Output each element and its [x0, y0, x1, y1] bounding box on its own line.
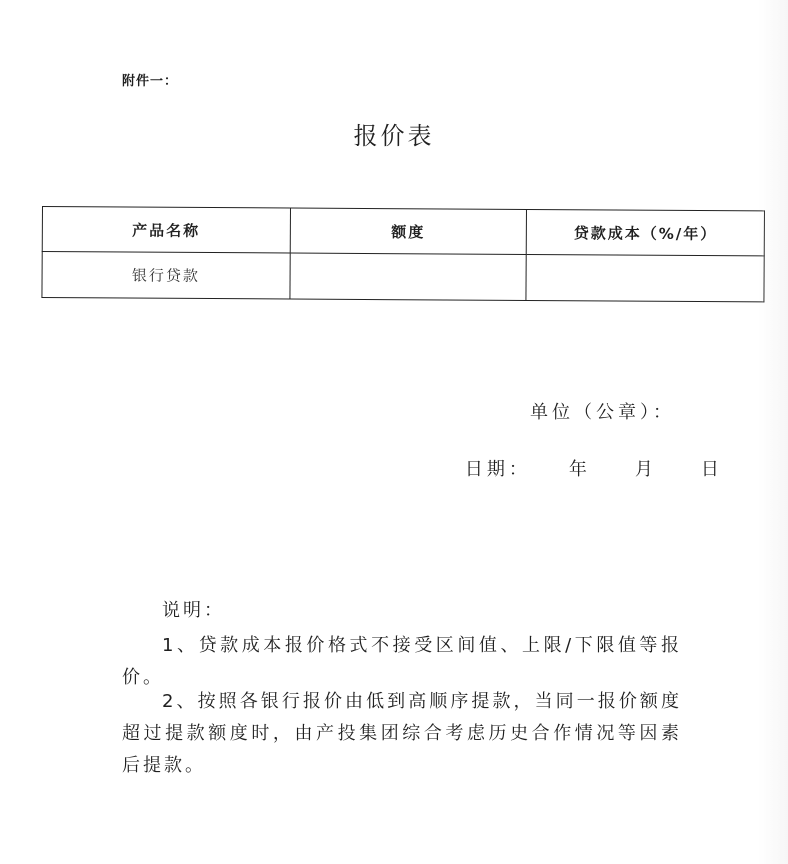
attachment-label: 附件一：: [122, 74, 179, 89]
note-item-2: 2、按照各银行报价由低到高顺序提款，当同一报价额度超过提款额度时，由产投集团综合考虑历史合作情况等因素后提款。: [122, 691, 682, 776]
header-product-name: 产品名称: [42, 207, 290, 254]
note-item-1: 1、贷款成本报价格式不接受区间值、上限/下限值等报价。: [122, 635, 682, 688]
unit-seal-label: 单位（公章）：: [530, 402, 675, 423]
header-loan-cost: 贷款成本（%/年）: [527, 209, 765, 255]
table-header-row: [42, 207, 764, 256]
table-row: [42, 252, 764, 302]
page-title: 报价表: [353, 122, 435, 150]
day-label: 日: [700, 459, 723, 480]
cell-amount: [290, 253, 527, 300]
scan-shadow: [758, 0, 788, 864]
month-label: 月: [634, 459, 657, 480]
header-amount: 额度: [290, 208, 527, 254]
date-line: [426, 434, 723, 502]
cell-loan-cost: [526, 254, 764, 301]
cell-product: 银行贷款: [42, 252, 290, 300]
date-label: 日期：: [464, 459, 531, 480]
notes-heading: 说明：: [162, 600, 225, 621]
quote-table: [41, 206, 765, 302]
year-label: 年: [568, 459, 591, 480]
